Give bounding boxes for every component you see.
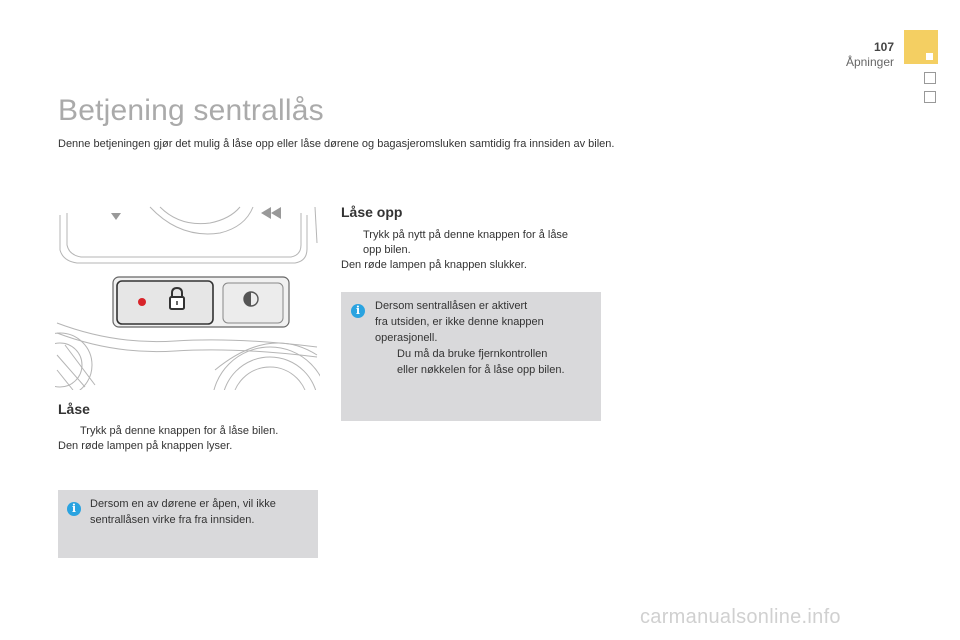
red-led-icon (138, 298, 146, 306)
info-box (341, 292, 601, 421)
bullet-text: Trykk på nytt på denne knappen for å låse opp bilen. (363, 229, 569, 256)
pointer-bullet-icon (341, 228, 363, 258)
section-tab[interactable] (924, 72, 936, 84)
section-heading-lase: Låse (58, 401, 90, 417)
section-name: Åpninger (845, 55, 894, 69)
info-line: Dersom en av dørene er åpen, vil ikke (90, 498, 276, 510)
section-heading-lase-opp: Låse opp (341, 204, 403, 220)
info-line: sentrallåsen virke fra fra innsiden. (90, 514, 255, 526)
page-number: 107 (873, 40, 894, 54)
watermark: carmanualsonline.info (640, 606, 841, 628)
lase-opp-instructions (341, 228, 603, 273)
info-box (58, 490, 318, 558)
info-line: operasjonell. (375, 332, 438, 344)
intro-text: Denne betjeningen gjør det mulig å låse opp eller låse dørene og bagasjeromsluken samtidig fra innsiden av bilen. (58, 138, 615, 150)
info-text (90, 496, 312, 528)
info-line: fra utsiden, er ikke denne knappen (375, 316, 544, 328)
info-icon: i (351, 304, 365, 318)
lase-instructions (58, 424, 320, 454)
pointer-bullet-icon (375, 346, 397, 378)
info-icon: i (67, 502, 81, 516)
info-text (375, 298, 597, 378)
section-tab-active[interactable] (904, 30, 938, 64)
bullet-text: Trykk på denne knappen for å låse bilen. (80, 425, 279, 437)
status-text: Den røde lampen på knappen slukker. (341, 259, 527, 271)
info-line: Dersom sentrallåsen er aktivert (375, 300, 528, 312)
status-text: Den røde lampen på knappen lyser. (58, 440, 233, 452)
pointer-bullet-icon (58, 424, 80, 439)
bullet-item (58, 424, 320, 439)
triangle-down-icon (111, 213, 121, 220)
rewind-icon (261, 207, 281, 219)
info-bullet-text: Du må da bruke fjernkontrollen eller nøkkelen for å låse opp bilen. (397, 348, 565, 376)
page-title: Betjening sentrallås (58, 94, 324, 127)
central-lock-illustration (55, 205, 320, 390)
bullet-item (341, 228, 603, 258)
info-bullet-item (375, 346, 597, 378)
section-tab[interactable] (924, 91, 936, 103)
